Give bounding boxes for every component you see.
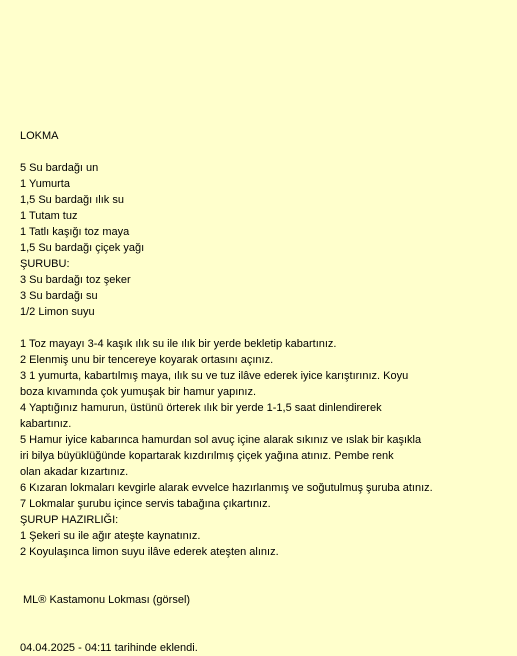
step-line: olan akadar kızartınız.	[20, 466, 129, 478]
ingredient-line: 1,5 Su bardağı ılık su	[20, 194, 124, 206]
spacer	[20, 320, 500, 336]
step-line: 2 Koyulaşınca limon suyu ilâve ederek ateşten alınız.	[20, 546, 279, 558]
step-line: 3 1 yumurta, kabartılmış maya, ılık su ve tuz ilâve ederek iyice karıştırınız. Koyu	[20, 370, 409, 382]
ingredients-list	[20, 160, 500, 320]
ingredient-line: 1/2 Limon suyu	[20, 306, 95, 318]
step-line: 6 Kızaran lokmaları kevgirle alarak evvelce hazırlanmış ve soğutulmuş şuruba atınız.	[20, 482, 433, 494]
step-line: 1 Şekeri su ile ağır ateşte kaynatınız.	[20, 530, 201, 542]
step-line: 5 Hamur iyice kabarınca hamurdan sol avuç içine alarak sıkınız ve ıslak bir kaşıkla	[20, 434, 422, 446]
ingredient-line: 5 Su bardağı un	[20, 162, 99, 174]
image-link[interactable]: ML® Kastamonu Lokması (görsel)	[23, 594, 191, 606]
step-line: iri bilya büyüklüğünde kopartarak kızdırılmış çiçek yağına atınız. Pembe renk	[20, 450, 394, 462]
recipe-content	[20, 128, 500, 560]
ingredient-line: 3 Su bardağı su	[20, 290, 98, 302]
step-line: 4 Yaptığınız hamurun, üstünü örterek ılık bir yerde 1-1,5 saat dinlendirerek	[20, 402, 382, 414]
syrup-heading: ŞURUBU:	[20, 258, 70, 270]
ingredient-line: 3 Su bardağı toz şeker	[20, 274, 131, 286]
step-line: 7 Lokmalar şurubu içince servis tabağına çıkartınız.	[20, 498, 271, 510]
step-line: 2 Elenmiş unu bir tencereye koyarak ortasını açınız.	[20, 354, 274, 366]
ingredient-line: 1,5 Su bardağı çiçek yağı	[20, 242, 145, 254]
ingredient-line: 1 Yumurta	[20, 178, 70, 190]
step-line: kabartınız.	[20, 418, 72, 430]
step-line: 1 Toz mayayı 3-4 kaşık ılık su ile ılık bir yerde bekletip kabartınız.	[20, 338, 337, 350]
recipe-title: LOKMA	[20, 130, 59, 142]
ingredient-line: 1 Tutam tuz	[20, 210, 78, 222]
instructions-list	[20, 336, 500, 560]
added-date-footer: 04.04.2025 - 04:11 tarihinde eklendi.	[20, 642, 198, 654]
syrup-prep-heading: ŞURUP HAZIRLIĞI:	[20, 514, 119, 526]
step-line: boza kıvamında çok yumuşak bir hamur yapınız.	[20, 386, 256, 398]
ingredient-line: 1 Tatlı kaşığı toz maya	[20, 226, 130, 238]
